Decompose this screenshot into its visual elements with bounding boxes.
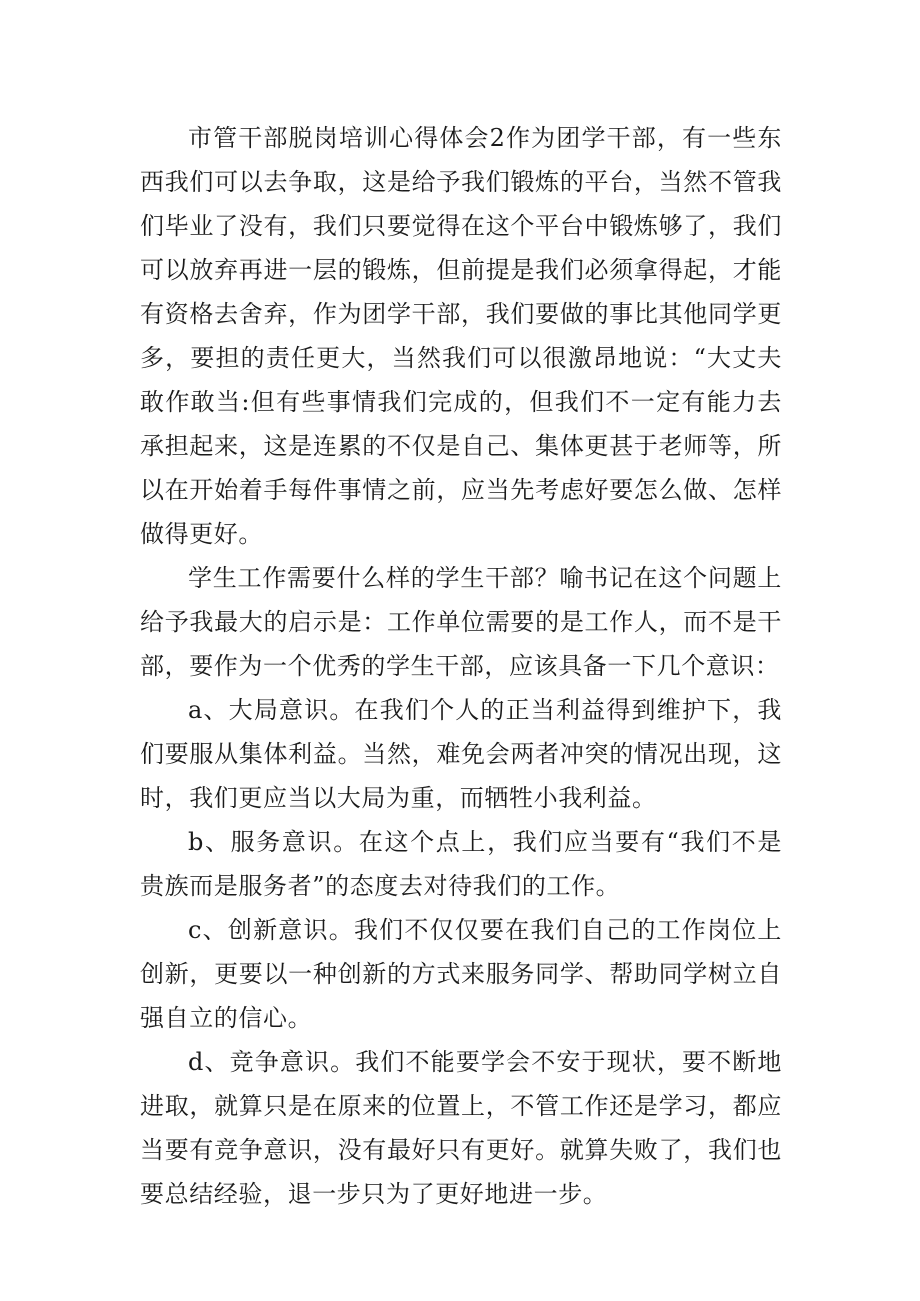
paragraph-5: c、创新意识。我们不仅仅要在我们自己的工作岗位上创新，更要以一种创新的方式来服务同学、帮助同学树立自强自立的信心。 (140, 916, 782, 1032)
document-body (140, 116, 782, 1216)
paragraph-1: 市管干部脱岗培训心得体会2作为团学干部，有一些东西我们可以去争取，这是给予我们锻炼的平台，当然不管我们毕业了没有，我们只要觉得在这个平台中锻炼够了，我们可以放弃再进一层的锻炼，但前提是我们必须拿得起，才能有资格去舍弃，作为团学干部，我们要做的事比其他同学更多，要担的责任更大，当然我们可以很激昂地说：“大丈夫敢作敢当:但有些事情我们完成的，但我们不一定有能力去承担起来，这是连累的不仅是自己、集体更甚于老师等，所以在开始着手每件事情之前，应当先考虑好要怎么做、怎样做得更好。 (140, 124, 782, 548)
paragraph-2: 学生工作需要什么样的学生干部？喻书记在这个问题上给予我最大的启示是：工作单位需要的是工作人，而不是干部，要作为一个优秀的学生干部，应该具备一下几个意识： (140, 564, 782, 680)
paragraph-3: a、大局意识。在我们个人的正当利益得到维护下，我们要服从集体利益。当然，难免会两者冲突的情况出现，这时，我们更应当以大局为重，而牺牲小我利益。 (140, 696, 782, 812)
paragraph-6: d、竞争意识。我们不能要学会不安于现状，要不断地进取，就算只是在原来的位置上，不管工作还是学习，都应当要有竞争意识，没有最好只有更好。就算失败了，我们也要总结经验，退一步只为了更好地进一步。 (140, 1048, 782, 1208)
paragraph-4: b、服务意识。在这个点上，我们应当要有“我们不是贵族而是服务者”的态度去对待我们的工作。 (140, 828, 782, 900)
